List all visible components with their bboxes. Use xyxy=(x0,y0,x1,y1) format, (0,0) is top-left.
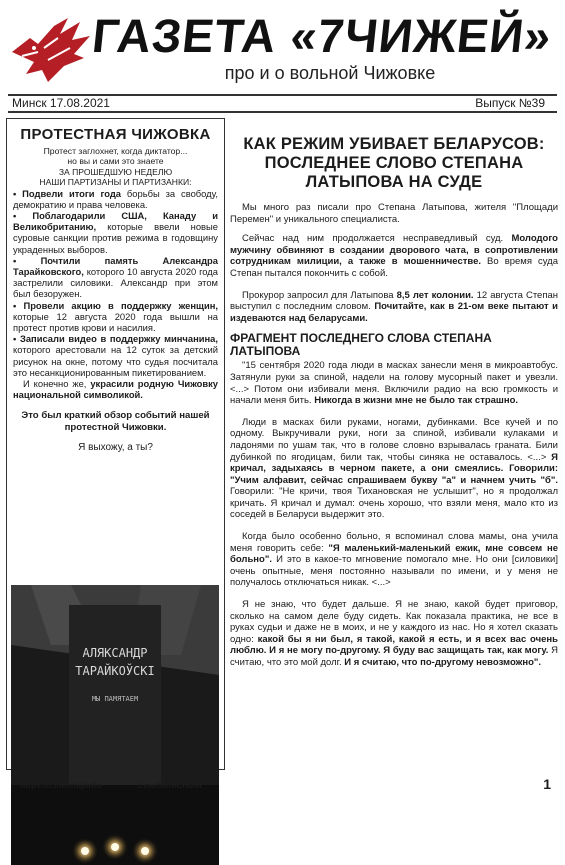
text-span: Я не знаю, что будет дальше. Я не знаю, какой будет приговор, сколько на самом деле буду сидеть. Как показала практика, не все в руках судьи и даже не в моих, и не у каждого из нас. Но я хотел сказать одно: xyxy=(230,599,558,645)
main-article xyxy=(230,118,558,677)
item-text: которые ввели новые суровые санкции против режима в годовщину украденных выборов. xyxy=(13,221,218,255)
text-span: Во время суда Степан пытался покончить с собой. xyxy=(230,256,558,279)
list-item xyxy=(13,188,218,210)
left-column-box xyxy=(6,118,225,770)
photo-text-line-3: МЫ ПАМЯТАЕМ xyxy=(91,695,139,703)
text-span: Говорили: "Не кричи, твоя Тихановская не услышит", но я продолжал кричать. Я кричал и думал: очень хорошо, что взяли меня, мало кто из соседей в Беларуси выдержит это. xyxy=(230,486,558,521)
page-number: 1 xyxy=(543,776,551,792)
bold-span: И я считаю, что по-другому невозможно". xyxy=(344,657,542,668)
bold-span: "Я маленький-маленький ежик, мне совсем не больно". xyxy=(230,542,558,566)
call-to-action: Я выхожу, а ты? xyxy=(78,442,153,454)
intro-line-4: НАШИ ПАРТИЗАНЫ И ПАРТИЗАНКИ: xyxy=(39,177,192,188)
bold-span: Молодого мужчину обвиняют в создании дворового чата, в сопротивлении сотрудникам милиции, а также в мошенничестве. xyxy=(230,233,558,268)
list-item xyxy=(13,210,218,255)
text-span: И это в какое-то мгновение помогало мне. Но они [силовики] очень опытные, меня постоянно называли по имени, и у меня не получалось отключаться никак. <...> xyxy=(230,554,558,589)
text-span: Когда было особенно больно, я вспоминал слова мамы, она учила меня говорить себе: xyxy=(230,531,558,554)
item-bold: • Подвели итоги года xyxy=(13,187,122,199)
memorial-photo xyxy=(11,585,219,865)
list-item xyxy=(13,378,218,400)
bold-span: Я кричал, задыхаясь в черном пакете, а они смеялись. Говорили: "Учим алфавит, сейчас спрашиваем букву "а" и начнем учить "б". xyxy=(230,451,558,486)
intro-line-2: но вы и сами это знаете xyxy=(67,156,164,167)
newspaper-subtitle: про и о вольной Чижовке xyxy=(224,63,436,83)
memorial-photo-image xyxy=(11,585,219,865)
item-bold: • Провели акцию в поддержку женщин, xyxy=(13,299,218,311)
list-item xyxy=(13,333,218,378)
dateline-rule xyxy=(8,111,557,113)
text-span: "15 сентября 2020 года люди в масках занесли меня в микроавтобус. Затянули руки за спиной, надели на голову мусорный пакет и увезли. <...> Потом они избивали меня. Включили радио на всю громкость и начали меня бить. xyxy=(230,360,558,407)
text-span: Сейчас над ним продолжается несправедливый суд. xyxy=(242,233,512,245)
footer-link-chijiinfo[interactable]: https://t.me/chijiinfo xyxy=(20,780,102,790)
summary-closing: Это был краткий обзор событий нашей протестной Чижовки. xyxy=(21,410,210,433)
article-headline: КАК РЕЖИМ УБИВАЕТ БЕЛАРУСОВ: ПОСЛЕДНЕЕ СЛОВО СТЕПАНА ЛАТЫПОВА НА СУДЕ xyxy=(243,135,545,191)
left-heading: ПРОТЕСТНАЯ ЧИЖОВКА xyxy=(20,126,211,143)
bold-span: Никогда в жизни мне не было так страшно. xyxy=(314,395,519,407)
text-span: 12 августа Степан выступил с последним словом. xyxy=(230,289,559,313)
text-span: Я считаю, что это мой долг. xyxy=(230,645,558,668)
text-span: Люди в масках били руками, ногами, дубинками. Все кучей и по одному. Выкручивали руки, ноги за спиной, избивали кулаками и ладонями по ушам так, что в голове словно взрывалась граната. Били дубинкой по ягодицам, били так, чтобы синяка не оставалось. <...> xyxy=(230,416,558,463)
item-bold: • Записали видео в поддержку минчанина, xyxy=(13,333,218,345)
quote-paragraph xyxy=(230,531,558,589)
photo-text-line-1: АЛЯКСАНДР xyxy=(82,646,148,660)
article-paragraph xyxy=(230,233,558,279)
article-paragraph: Мы много раз писали про Степана Латыпова, жителя "Площади Перемен" и уникального специалиста. xyxy=(230,202,558,225)
bold-span: 8,5 лет колонии. xyxy=(396,289,474,301)
bird-logo-icon xyxy=(8,8,94,90)
item-text: которые 12 августа 2020 года вышли на протест против крови и насилия. xyxy=(13,310,218,334)
issue-number: Выпуск №39 xyxy=(475,96,545,110)
item-bold: • Поблагодарили США, Канаду и Великобританию, xyxy=(13,210,218,233)
item-bold: украсили родную Чижовку национальной символикой. xyxy=(13,378,219,401)
item-bold: • Почтили память Александра Тарайковского, xyxy=(13,254,218,278)
text-span: Прокурор запросил для Латыпова xyxy=(242,289,397,301)
item-text: И конечно же, xyxy=(23,378,91,390)
footer-link-semchizei[interactable]: t.me/SemChizei xyxy=(138,780,202,790)
quote-paragraph xyxy=(230,599,558,669)
list-item xyxy=(13,300,218,334)
item-text: которого 10 августа 2020 года застрелили силовики. Александр при этом был безоружен. xyxy=(13,266,218,300)
item-text: борьбы за свободу, демократию и права человека. xyxy=(13,187,219,210)
newspaper-title: ГАЗЕТА «7ЧИЖЕЙ» xyxy=(89,9,555,62)
bold-span: Почитайте, как в 21-ом веке пытают и издеваются над беларусами. xyxy=(230,301,559,324)
intro-line-3: ЗА ПРОШЕДШУЮ НЕДЕЛЮ xyxy=(58,166,173,177)
photo-text-line-2: ТАРАЙКОЎСКІ xyxy=(75,664,155,678)
bold-span: какой бы я ни был, я такой, какой я есть, и я всех вас очень люблю. И я не могу по-другому. Я буду вас защищать так, как могу. xyxy=(230,633,558,657)
quote-paragraph xyxy=(230,417,558,521)
issue-date: Минск 17.08.2021 xyxy=(12,96,110,110)
list-item xyxy=(13,255,218,300)
article-paragraph xyxy=(230,290,558,325)
item-text: которого арестовали на 12 суток за детский рисунок на окне, потому что судья посчитала это несанкционированным пикетированием. xyxy=(13,344,218,378)
article-subheading: ФРАГМЕНТ ПОСЛЕДНЕГО СЛОВА СТЕПАНА ЛАТЫПОВА xyxy=(230,331,492,359)
quote-paragraph xyxy=(230,360,558,406)
intro-line-1: Протест заглохнет, когда диктатор... xyxy=(43,146,188,156)
